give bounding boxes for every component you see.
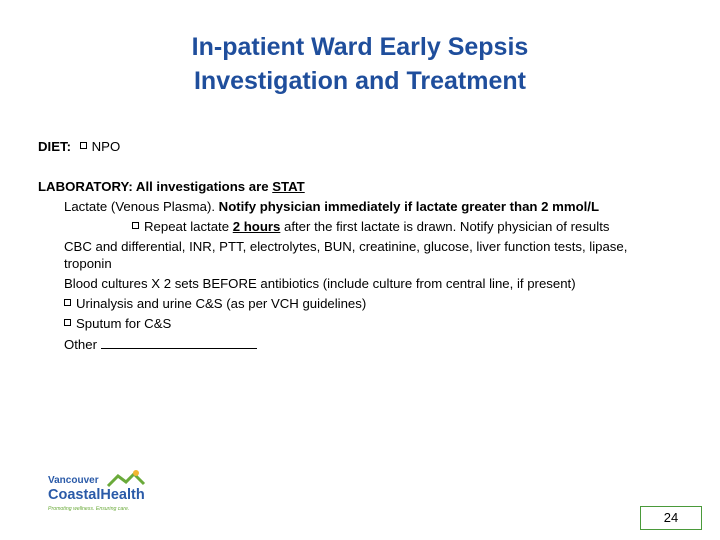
logo-vancouver-text: Vancouver	[48, 475, 99, 486]
logo-coastalhealth-text: CoastalHealth	[48, 487, 145, 503]
laboratory-heading-text: LABORATORY: All investigations are	[38, 179, 273, 194]
blood-cultures-line: Blood cultures X 2 sets BEFORE antibiotics (include culture from central line, if present)	[64, 276, 576, 291]
repeat-lactate-line	[132, 217, 609, 237]
page-title	[0, 30, 720, 98]
title-line-1: In-patient Ward Early Sepsis	[191, 33, 529, 61]
logo-mountain-icon	[108, 474, 144, 486]
stat-label: STAT	[272, 179, 305, 194]
sputum-label: Sputum for C&S	[76, 316, 172, 331]
other-blank-field[interactable]	[101, 337, 257, 349]
laboratory-heading	[38, 177, 305, 197]
diet-npo-label: NPO	[91, 139, 121, 154]
other-line	[64, 335, 257, 355]
diet-npo-checkbox[interactable]	[80, 142, 87, 149]
logo-sun-icon	[133, 470, 139, 476]
title-line-2: Investigation and Treatment	[193, 67, 526, 95]
repeat-lactate-suffix: after the first lactate is drawn. Notify physician of results	[280, 219, 610, 234]
other-label: Other	[64, 337, 101, 352]
sputum-line	[64, 314, 171, 334]
diet-label: DIET:	[38, 139, 71, 154]
page-number: 24	[640, 506, 702, 530]
lactate-notify-text: Notify physician immediately if lactate greater than 2 mmol/L	[218, 199, 600, 214]
diet-line	[38, 137, 120, 157]
lactate-text: Lactate (Venous Plasma).	[64, 199, 219, 214]
repeat-hours: 2 hours	[232, 219, 281, 234]
logo-tagline: Promoting wellness. Ensuring care.	[48, 506, 130, 512]
vancouver-coastal-health-logo	[46, 470, 166, 516]
urinalysis-checkbox[interactable]	[64, 299, 71, 306]
repeat-lactate-checkbox[interactable]	[132, 222, 139, 229]
cbc-line-continued: troponin	[64, 256, 112, 271]
lactate-line	[64, 197, 599, 217]
sputum-checkbox[interactable]	[64, 319, 71, 326]
urinalysis-line	[64, 294, 366, 314]
repeat-lactate-text: Repeat lactate	[144, 219, 233, 234]
urinalysis-label: Urinalysis and urine C&S (as per VCH guidelines)	[76, 296, 367, 311]
cbc-line: CBC and differential, INR, PTT, electrolytes, BUN, creatinine, glucose, liver function tests, lipase,	[64, 239, 628, 254]
